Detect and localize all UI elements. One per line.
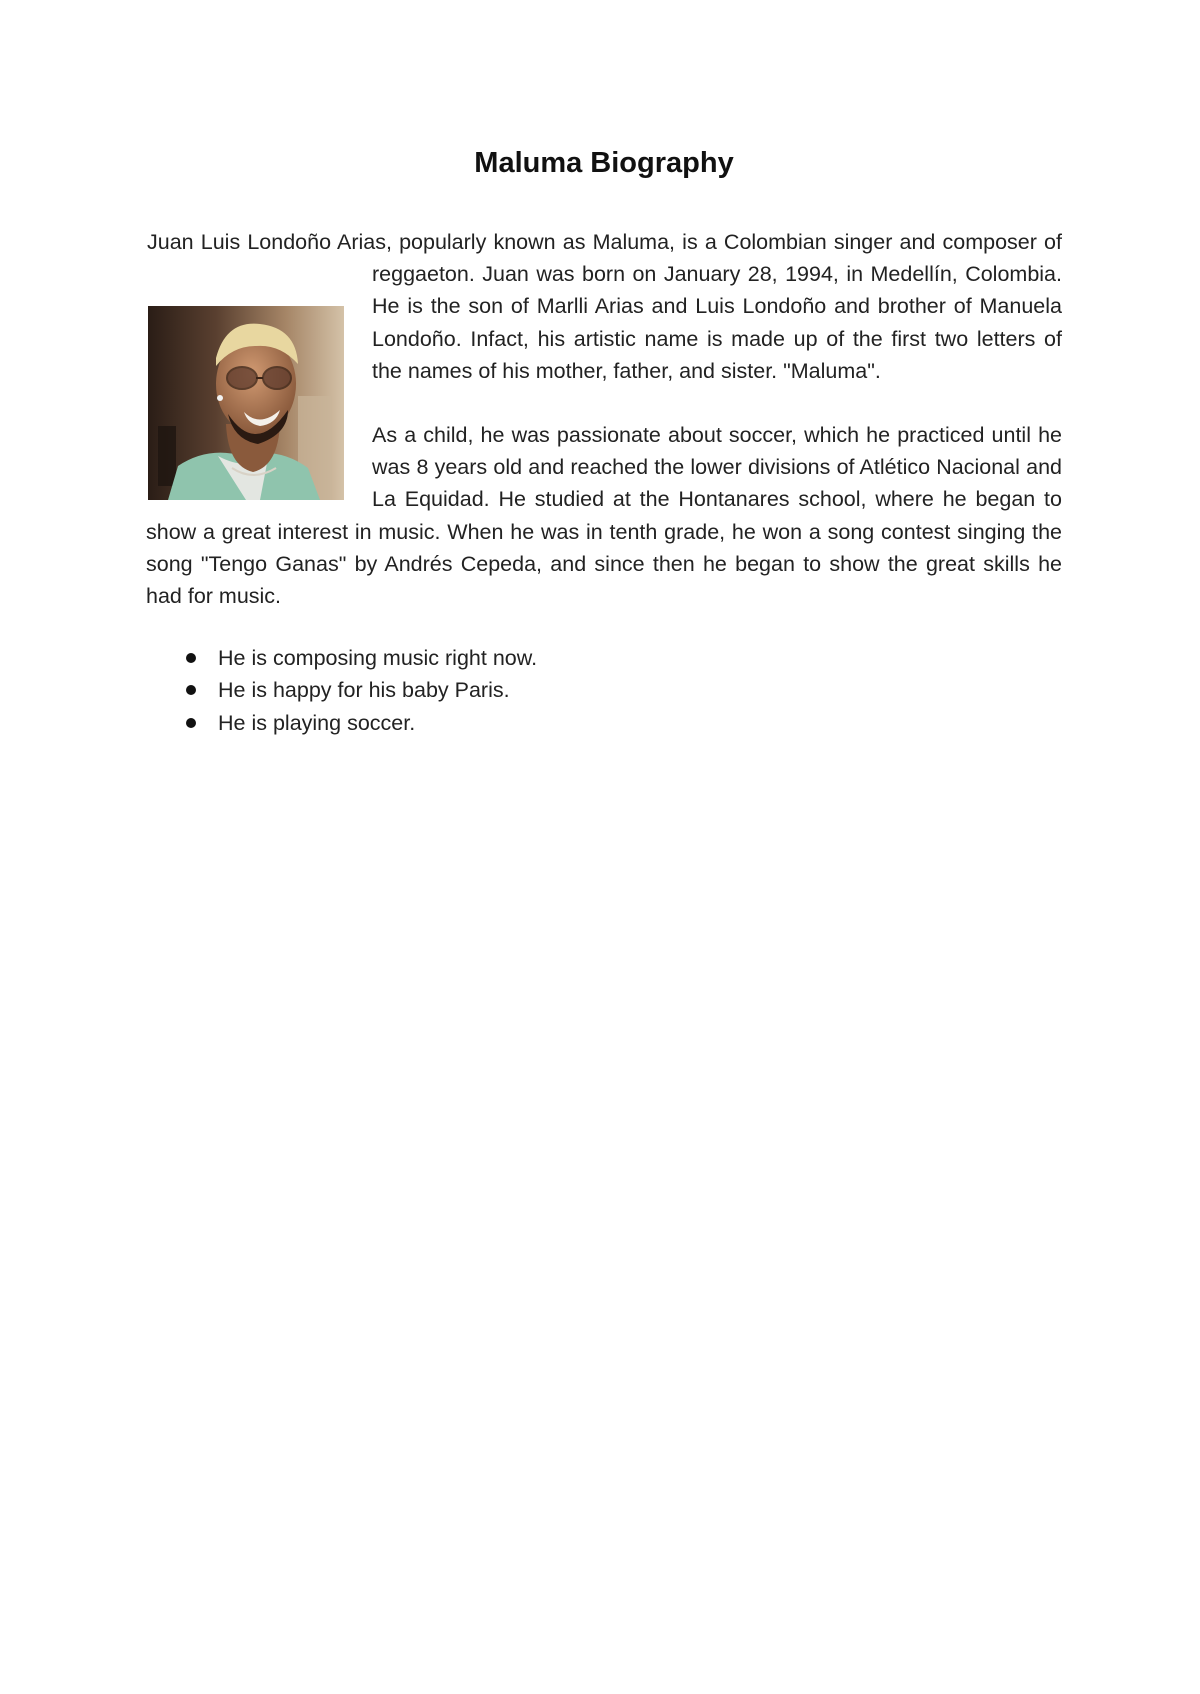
list-item — [146, 642, 1062, 674]
list-item — [146, 707, 1062, 739]
list-item-text: He is playing soccer. — [218, 710, 416, 735]
document-body — [146, 140, 1062, 739]
list-item-text: He is composing music right now. — [218, 646, 538, 671]
document-title: Maluma Biography — [474, 147, 734, 179]
portrait-photo — [148, 306, 344, 500]
paragraph-childhood: As a child, he was passionate about soccer, which he practiced until he was 8 years old and reached the lower divisions of Atlético Nacional and La Equidad. He studied at the Hontanares school, where he began to show a great interest in music. When he was in tenth grade, he won a song contest singing the song "Tengo Ganas" by Andrés Cepeda, and since then he began to show the great skills he had for music. — [146, 423, 1062, 609]
list-item-text: He is happy for his baby Paris. — [218, 678, 510, 703]
paragraph-intro: Juan Luis Londoño Arias, popularly known as Maluma, is a Colombian singer and composer of reggaeton. Juan was born on January 28, 1994, in Medellín, Colombia. He is the son of Marlli Arias and Luis Londoño and brother of Manuela Londoño. Infact, his artistic name is made up of the first two letters of the names of his mother, father, and sister. "Maluma". — [147, 230, 1062, 383]
bullet-dot-icon — [186, 685, 196, 695]
bullet-dot-icon — [186, 653, 196, 663]
bullet-dot-icon — [186, 718, 196, 728]
bullet-list — [146, 642, 1062, 739]
list-item — [146, 674, 1062, 706]
portrait-photo-frame — [146, 290, 356, 484]
